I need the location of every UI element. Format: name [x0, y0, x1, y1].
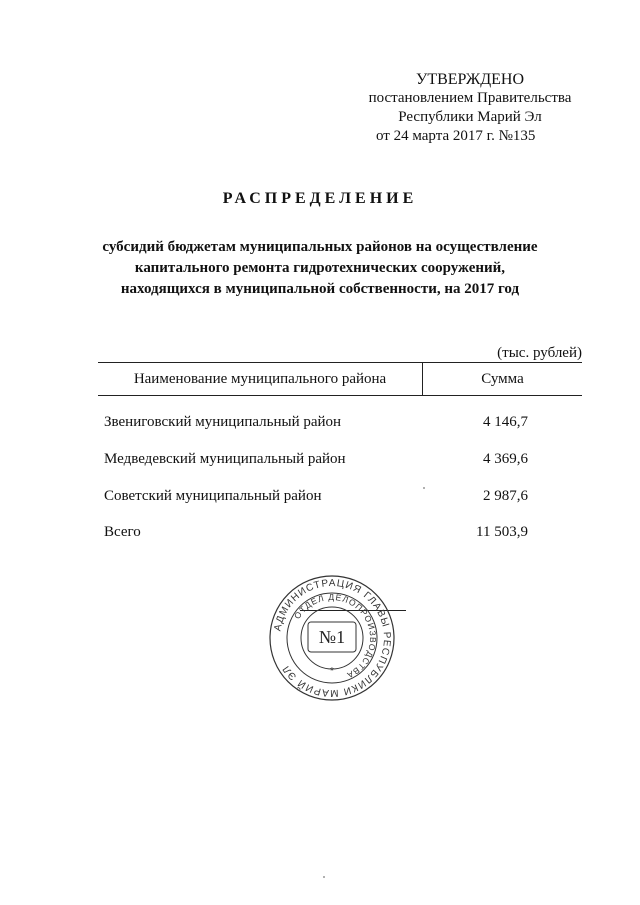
approval-block: [340, 70, 600, 146]
table-row: [98, 414, 582, 431]
table-row-total: [98, 524, 582, 541]
table-row: [98, 451, 582, 468]
subtitle-line-1: субсидий бюджетам муниципальных районов на осуществление: [102, 239, 538, 255]
seal-outer-text: АДМИНИСТРАЦИЯ ГЛАВЫ РЕСПУБЛИКИ МАРИЙ ЭЛ: [272, 577, 393, 699]
seal-inner-text: ОТДЕЛ ДЕЛОПРОИЗВОДСТВА: [291, 591, 379, 681]
row-sum: 4 146,7: [483, 414, 528, 430]
row-name: Советский муниципальный район: [104, 488, 322, 504]
row-sum: 2 987,6: [483, 488, 528, 504]
speck: [423, 487, 425, 489]
distribution-table: [98, 362, 582, 540]
header-sum: Сумма: [481, 370, 524, 387]
units-label: (тыс. рублей): [497, 345, 582, 361]
subtitle-line-3: находящихся в муниципальной собственности, на 2017 год: [120, 281, 520, 297]
star-icon: *: [330, 666, 334, 677]
header-district-name: Наименование муниципального района: [98, 363, 423, 395]
speck: [323, 876, 325, 878]
approval-title: УТВЕРЖДЕНО: [415, 71, 524, 88]
approval-date: от 24 марта 2017 г. №135: [376, 128, 536, 144]
approval-line-2: Республики Марий Эл: [398, 109, 542, 125]
row-sum: 11 503,9: [476, 524, 528, 540]
row-sum: 4 369,6: [483, 451, 528, 467]
row-name: Медведевский муниципальный район: [104, 451, 346, 467]
subtitle-line-2: капитального ремонта гидротехнических сооружений,: [134, 260, 506, 276]
row-name: Всего: [104, 524, 141, 540]
document-heading: РАСПРЕДЕЛЕНИЕ: [222, 190, 418, 207]
table-header: [98, 362, 582, 396]
approval-line-1: постановлением Правительства: [368, 90, 572, 106]
seal-number: №1: [318, 627, 346, 647]
row-name: Звениговский муниципальный район: [104, 414, 342, 430]
document-subtitle: [90, 237, 550, 300]
table-row: [98, 488, 582, 505]
official-seal: [268, 574, 396, 702]
